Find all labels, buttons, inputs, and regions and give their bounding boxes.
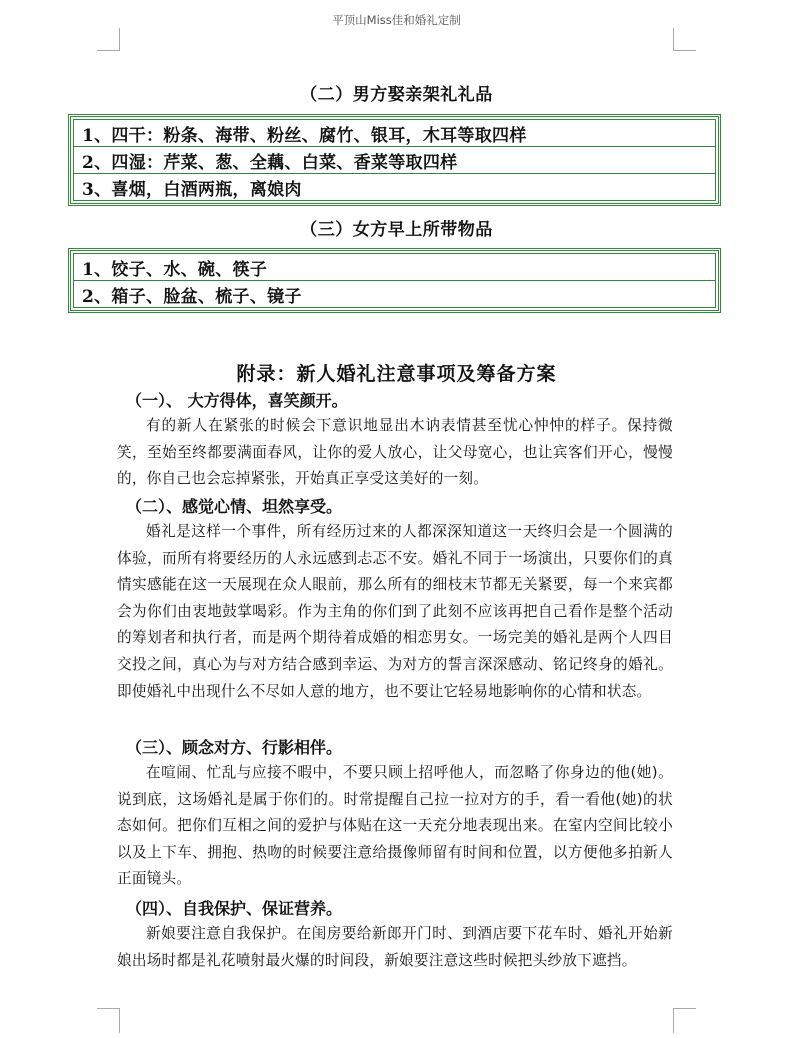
table-row: 1、饺子、水、碗、筷子: [74, 254, 716, 281]
section2-table: [68, 114, 721, 206]
table-row: 2、箱子、脸盆、梳子、镜子: [74, 281, 716, 308]
section3-title: （三）女方早上所带物品: [300, 220, 493, 240]
table-row: 2、四湿：芹菜、葱、全藕、白菜、香菜等取四样: [74, 147, 716, 174]
crop-mark-top-left: [97, 28, 120, 51]
crop-mark-bottom-left: [97, 1008, 120, 1033]
crop-mark-top-right: [673, 28, 696, 51]
table-row: 3、喜烟，白酒两瓶，离娘肉: [74, 174, 716, 201]
appendix-heading-2: （二）、感觉心情、坦然享受。: [126, 497, 343, 516]
appendix-heading-4: （四）、自我保护、保证营养。: [126, 899, 343, 918]
appendix-paragraph-2: 婚礼是这样一个事件，所有经历过来的人都深深知道这一天终归会是一个圆满的体验，而所有将要经历的人永远感到忐忑不安。婚礼不同于一场演出，只要你们的真情实感能在这一天展现在众人眼前，那么所有的细枝末节都无关紧要，每一个来宾都会为你们由衷地鼓掌喝彩。作为主角的你们到了此刻不应该再把自己看作是整个活动的筹划者和执行者，而是两个期待着成婚的相恋男女。一场完美的婚礼是两个人四目交投之间，真心为与对方结合感到幸运、为对方的誓言深深感动、铭记终身的婚礼。即使婚礼中出现什么不尽如人意的地方，也不要让它轻易地影响你的心情和状态。: [117, 523, 673, 700]
appendix-heading-1: （一）、 大方得体，喜笑颜开。: [126, 391, 348, 410]
appendix-paragraph-4: 新娘要注意自我保护。在闺房要给新郎开门时、到酒店要下花车时、婚礼开始新娘出场时都是礼花喷射最火爆的时间段，新娘要注意这些时候把头纱放下遮挡。: [117, 925, 673, 969]
page-header: 平顶山Miss佳和婚礼定制: [332, 13, 461, 27]
appendix-paragraph-3: 在喧闹、忙乱与应接不暇中，不要只顾上招呼他人，而忽略了你身边的他(她)。说到底，这场婚礼是属于你们的。时常提醒自己拉一拉对方的手，看一看他(她)的状态如何。把你们互相之间的爱护与体贴在这一天充分地表现出来。在室内空间比较小以及上下车、拥抱、热吻的时候要注意给摄像师留有时间和位置，以方便他多拍新人正面镜头。: [117, 764, 673, 888]
crop-mark-bottom-right: [673, 1008, 696, 1033]
appendix-heading-3: （三）、顾念对方、行影相伴。: [126, 738, 343, 757]
appendix-title: 附录：新人婚礼注意事项及筹备方案: [236, 363, 557, 385]
section3-table: [68, 248, 721, 313]
table-row: 1、四干：粉条、海带、粉丝、腐竹、银耳，木耳等取四样: [74, 120, 716, 147]
section2-title: （二）男方娶亲架礼礼品: [300, 85, 493, 105]
appendix-paragraph-1: 有的新人在紧张的时候会下意识地显出木讷表情甚至忧心忡忡的样子。保持微笑，至始至终都要满面春风，让你的爱人放心，让父母宽心，也让宾客们开心，慢慢的，你自己也会忘掉紧张，开始真正享受这美好的一刻。: [117, 417, 673, 488]
